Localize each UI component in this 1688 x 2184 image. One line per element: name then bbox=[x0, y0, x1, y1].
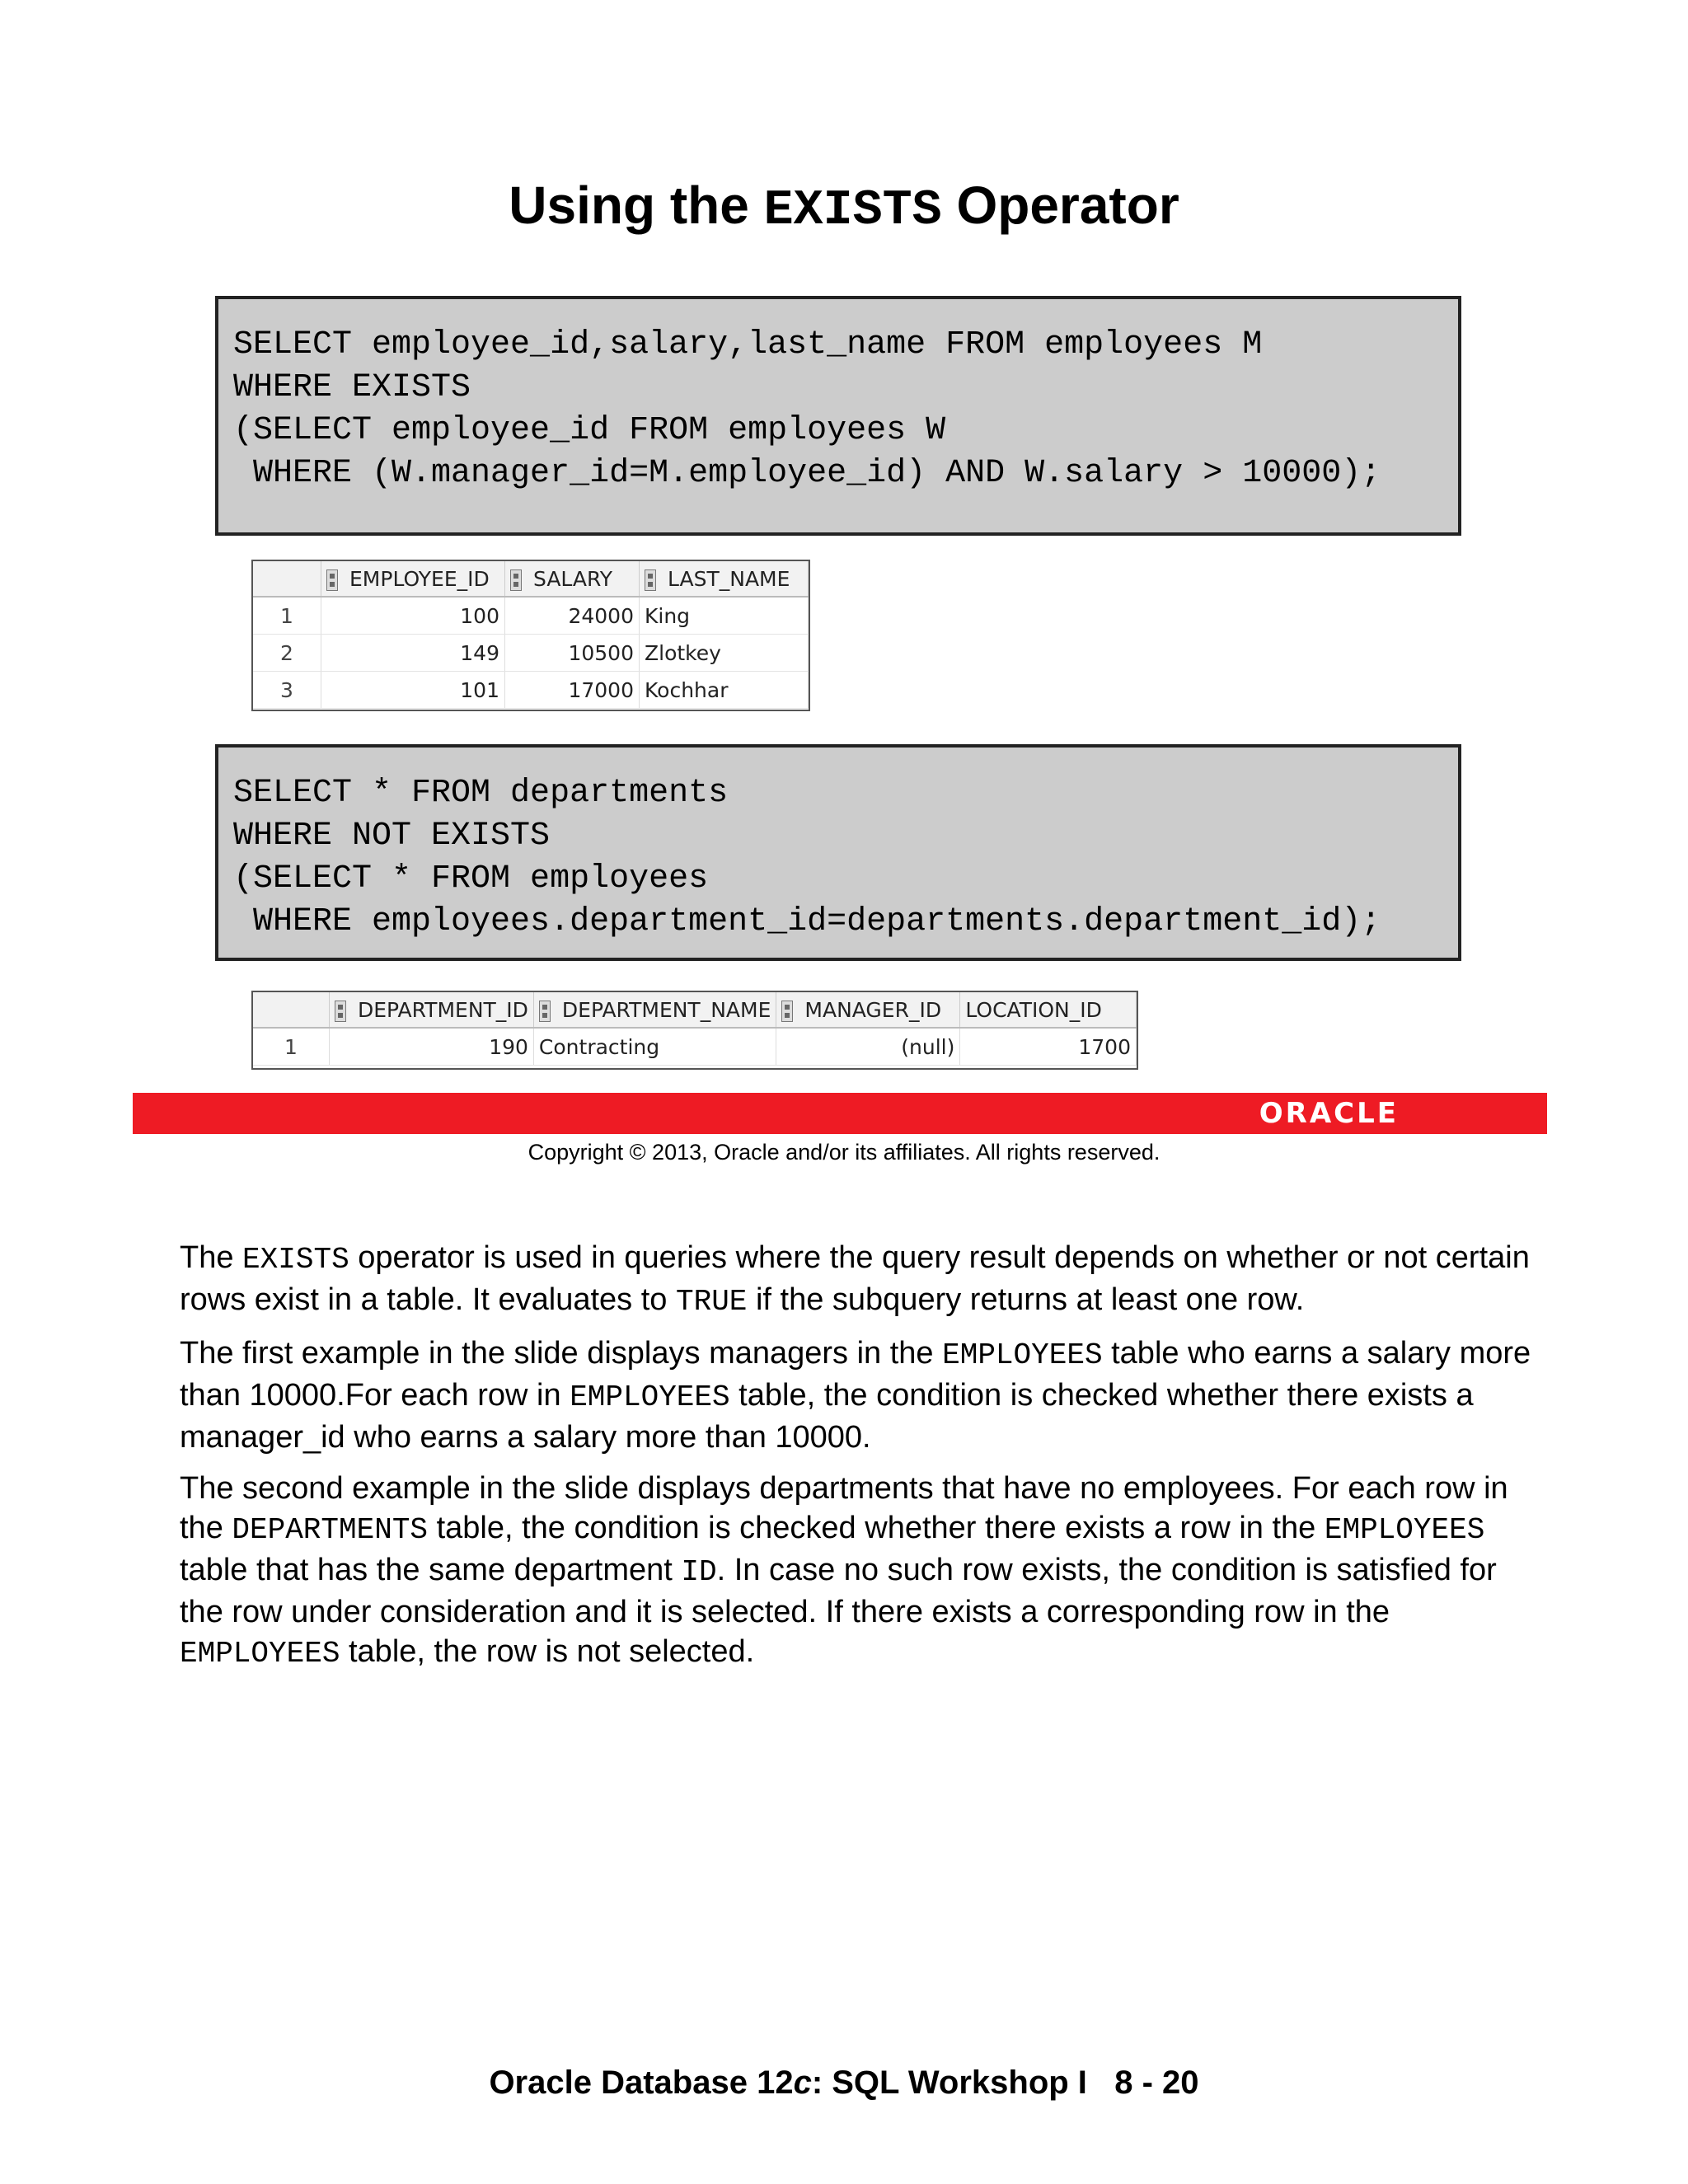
sort-icon[interactable] bbox=[781, 1001, 793, 1022]
table-row[interactable]: 1 100 24000 King bbox=[253, 597, 809, 635]
speaker-notes bbox=[180, 1238, 1548, 1685]
sort-icon[interactable] bbox=[645, 569, 656, 591]
table-row[interactable]: 1 190 Contracting (null) 1700 bbox=[253, 1028, 1137, 1066]
column-header[interactable]: SALARY bbox=[505, 561, 640, 597]
notes-paragraph: The EXISTS operator is used in queries where the query result depends on whether or not certain rows exist in a table. It evaluates to TRUE if the subquery returns at least one row. bbox=[180, 1240, 1530, 1319]
slide-title: Using the EXISTS Operator bbox=[509, 176, 1179, 239]
copyright-notice: Copyright © 2013, Oracle and/or its affiliates. All rights reserved. bbox=[528, 1140, 1160, 1165]
sort-icon[interactable] bbox=[335, 1001, 346, 1022]
oracle-logo: ORACLE bbox=[1259, 1097, 1399, 1130]
column-header[interactable]: LOCATION_ID bbox=[960, 992, 1137, 1028]
notes-paragraph: The first example in the slide displays managers in the EMPLOYEES table who earns a salary more than 10000.For each row in EMPLOYEES table, the condition is checked whether there exists a manager_id who earns a salary more than 10000. bbox=[180, 1336, 1531, 1455]
sort-icon[interactable] bbox=[539, 1001, 551, 1022]
sort-icon[interactable] bbox=[510, 569, 522, 591]
row-number-header bbox=[253, 992, 330, 1028]
notes-paragraph: The second example in the slide displays departments that have no employees. For each row in the DEPARTMENTS table, the condition is checked whether there exists a row in the EMPLOYEES table that has the same department ID. In case no such row exists, the condition is satisfied for the row under consideration and it is selected. If there exists a corresponding row in the EMPLOYEES table, the row is not selected. bbox=[180, 1471, 1508, 1671]
table-row[interactable]: 2 149 10500 Zlotkey bbox=[253, 635, 809, 672]
result-grid-departments bbox=[251, 991, 1138, 1070]
column-header[interactable]: DEPARTMENT_ID bbox=[330, 992, 534, 1028]
page-footer: Oracle Database 12c: SQL Workshop I 8 - 20 bbox=[489, 2064, 1199, 2101]
table-row[interactable]: 3 101 17000 Kochhar bbox=[253, 672, 809, 709]
column-header[interactable]: MANAGER_ID bbox=[776, 992, 960, 1028]
row-number-header bbox=[253, 561, 321, 597]
result-grid-employees bbox=[251, 560, 810, 711]
code-block-not-exists: SELECT * FROM departments WHERE NOT EXISTS (SELECT * FROM employees WHERE employees.department_id=departments.department_id); bbox=[215, 744, 1461, 961]
sort-icon[interactable] bbox=[326, 569, 338, 591]
code-block-exists: SELECT employee_id,salary,last_name FROM employees M WHERE EXISTS (SELECT employee_id FROM employees W WHERE (W.manager_id=M.employee_id) AND W.salary > 10000); bbox=[215, 296, 1461, 536]
column-header[interactable]: DEPARTMENT_NAME bbox=[533, 992, 776, 1028]
column-header[interactable]: EMPLOYEE_ID bbox=[321, 561, 505, 597]
brand-bar bbox=[133, 1093, 1547, 1134]
column-header[interactable]: LAST_NAME bbox=[640, 561, 809, 597]
